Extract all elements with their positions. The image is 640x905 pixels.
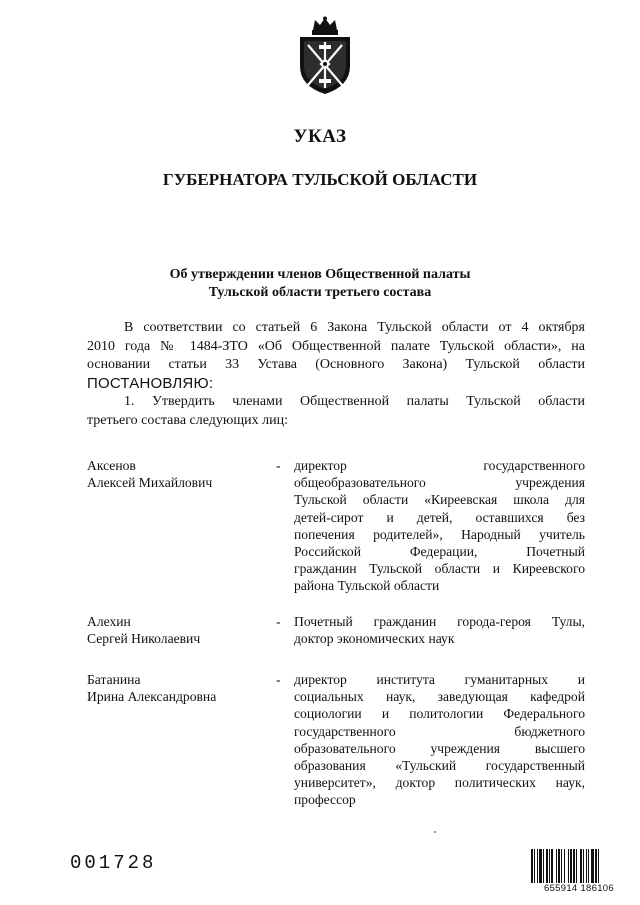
member-description <box>294 457 585 595</box>
preamble-line: основании статьи 33 Устава (Основного Закона) Тульской области <box>87 357 585 373</box>
member-name <box>87 671 277 705</box>
preamble <box>87 319 585 431</box>
description-line: общеобразовательного учреждения <box>294 475 585 491</box>
member-surname: Батанина <box>87 672 141 687</box>
description-line: доктор экономических наук <box>294 631 455 647</box>
description-line: социальных наук, заведующая кафедрой <box>294 689 585 705</box>
member-dash: - <box>276 672 281 687</box>
member-name <box>87 613 277 647</box>
member-dash: - <box>276 614 281 629</box>
description-line: образования «Тульский государственный <box>294 758 585 774</box>
member-name <box>87 457 277 491</box>
tula-coat-of-arms-icon <box>296 16 354 96</box>
member-surname: Алехин <box>87 614 131 629</box>
description-line: директор института гуманитарных и <box>294 672 585 687</box>
description-line: директор государственного <box>294 458 585 473</box>
registration-number: 001728 <box>70 852 157 874</box>
preamble-line: В соответствии со статьей 6 Закона Тульской области от 4 октября <box>124 320 585 335</box>
description-line: Российской Федерации, Почетный <box>294 544 585 560</box>
description-line: Тульской области «Киреевская школа для <box>294 492 585 508</box>
scan-speck <box>434 831 436 833</box>
description-line: профессор <box>294 792 356 808</box>
decree-word: ПОСТАНОВЛЯЮ: <box>87 374 214 392</box>
description-line: гражданин Тульской области и Киреевского <box>294 561 585 577</box>
member-dash: - <box>276 458 281 473</box>
document-subject <box>0 266 640 302</box>
document-title: УКАЗ <box>293 126 347 147</box>
clause-line: 1. Утвердить членами Общественной палаты Тульской области <box>124 394 585 410</box>
member-description <box>294 671 585 809</box>
subject-line: Тульской области третьего состава <box>208 285 432 300</box>
member-given-names: Сергей Николаевич <box>87 631 201 647</box>
subject-line: Об утверждении членов Общественной палаты <box>169 267 471 282</box>
description-line: детей-сирот и детей, оставшихся без <box>294 509 585 525</box>
description-line: государственного бюджетного <box>294 723 585 739</box>
barcode-icon <box>531 849 627 883</box>
description-line: образовательного учреждения высшего <box>294 740 585 756</box>
barcode-number: 655914 186106 <box>544 883 614 894</box>
member-surname: Аксенов <box>87 458 136 473</box>
description-line: университет», доктор политических наук, <box>294 775 585 791</box>
preamble-line: 2010 года № 1484-ЗТО «Об Общественной палате Тульской области», на <box>87 338 585 354</box>
description-line: социологии и политологии Федерального <box>294 706 585 722</box>
document-issuer: ГУБЕРНАТОРА ТУЛЬСКОЙ ОБЛАСТИ <box>162 170 478 189</box>
description-line: Почетный гражданин города-героя Тулы, <box>294 614 585 629</box>
description-line: района Тульской области <box>294 578 440 594</box>
member-given-names: Алексей Михайлович <box>87 475 213 491</box>
member-description <box>294 613 585 647</box>
clause-line: третьего состава следующих лиц: <box>87 412 288 428</box>
member-given-names: Ирина Александровна <box>87 689 217 705</box>
description-line: попечения родителей», Народный учитель <box>294 526 585 542</box>
